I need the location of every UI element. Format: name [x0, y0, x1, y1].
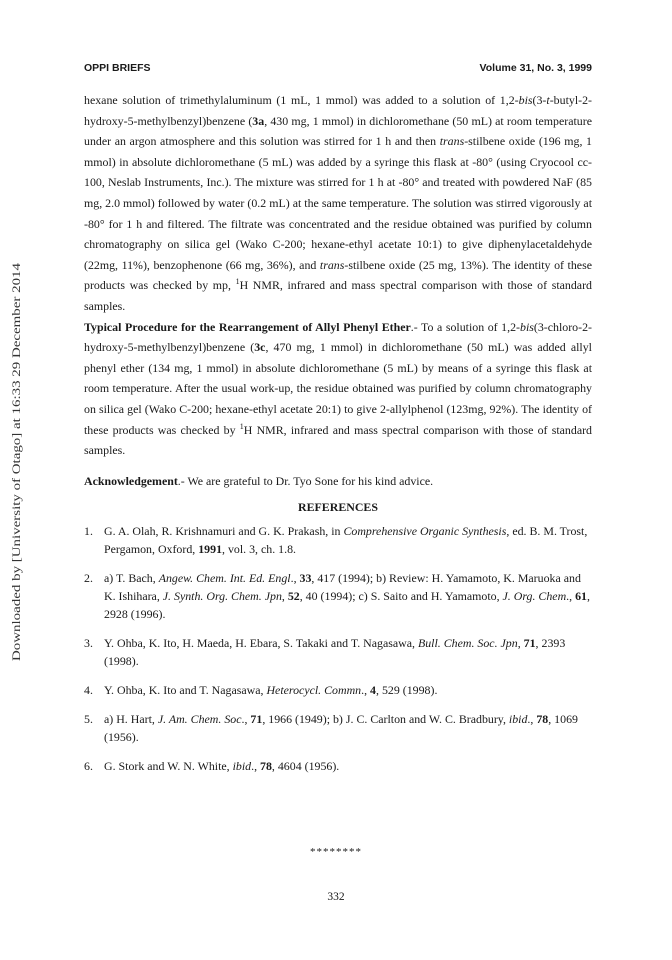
article-body — [84, 90, 592, 786]
acknowledgement-heading: Acknowledgement — [84, 473, 178, 488]
download-watermark — [3, 258, 29, 664]
journal-section-label: OPPI BRIEFS — [84, 62, 151, 74]
page-number: 332 — [327, 891, 345, 903]
experimental-paragraph: hexane solution of trimethylaluminum (1 mL, 1 mmol) was added to a solution of 1,2-bis(3-t-butyl-2-hydroxy-5-methylbenzyl)benzene (3a, 430 mg, 1 mmol) in dichloromethane (50 mL) at room temperature under an argon atmosphere and this solution was stirred for 1 h and then trans-stilbene oxide (196 mg, 1 mmol) in absolute dichloromethane (5 mL) was added by a syringe this flask at -80° (using Cryocool cc-100, Neslab Instruments, Inc.). The mixture was stirred for 1 h at -80° and treated with powdered NaF (85 mg, 2.0 mmol) followed by water (0.2 mL) at the same temperature. The solution was stirred vigorously at -80° for 1 h and filtered. The filtrate was concentrated and the residue obtained was purified by column chromatography on silica gel (Wako C-200; hexane-ethyl acetate 10:1) to give diphenylacetaldehyde (22mg, 11%), benzophenone (66 mg, 36%), and trans-stilbene oxide (25 mg, 13%). The identity of these products was checked by mp, $^1$H NMR, infrared and mass spectral comparison with those of standard samples. — [84, 93, 592, 313]
download-watermark-text: Downloaded by [University of Otago] at 16:33 29 December 2014 — [10, 352, 23, 661]
acknowledgement: Acknowledgement.- We are grateful to Dr. Tyo Sone for his kind advice. — [84, 473, 434, 488]
reference-list — [84, 522, 592, 775]
reference-item: 6. G. Stork and W. N. White, ibid., 78, 4604 (1956). — [84, 758, 340, 773]
end-of-article-marks: ******** — [310, 846, 362, 858]
reference-item: 2. a) T. Bach, Angew. Chem. Int. Ed. Engl., 33, 417 (1994); b) Review: H. Yamamoto, K. Maruoka and K. Ishihara, J. Synth. Org. Chem. Jpn, 52, 40 (1994); c) S. Saito and H. Yamamoto, J. Org. Chem., 61, 2928 (1996). — [84, 570, 590, 621]
reference-item: 1. G. A. Olah, R. Krishnamuri and G. K. Prakash, in Comprehensive Organic Synthesis, ed. B. M. Trost, Pergamon, Oxford, 1991, vol. 3, ch. 1.8. — [84, 523, 588, 556]
running-header — [84, 62, 592, 74]
volume-info: Volume 31, No. 3, 1999 — [479, 62, 592, 74]
procedure-heading: Typical Procedure for the Rearrangement of Allyl Phenyl Ether — [84, 319, 411, 334]
procedure-paragraph: Typical Procedure for the Rearrangement of Allyl Phenyl Ether.- To a solution of 1,2-bis(3-chloro-2-hydroxy-5-methylbenzyl)benzene (3c, 470 mg, 1 mmol) in dichloromethane (50 mL) was added allyl phenyl ether (134 mg, 1 mmol) in absolute dichloromethane (5 mL) by means of a syringe this flask at room temperature. After the usual work-up, the residue obtained was purified by column chromatography on silica gel (Wako C-200; hexane-ethyl acetate 20:1) to give 2-allylphenol (123mg, 92%). The identity of these products was checked by $^1$H NMR, infrared and mass spectral comparison with those of standard samples. — [84, 319, 592, 458]
references-heading: REFERENCES — [298, 500, 378, 515]
reference-item: 3. Y. Ohba, K. Ito, H. Maeda, H. Ebara, S. Takaki and T. Nagasawa, Bull. Chem. Soc. Jpn, 71, 2393 (1998). — [84, 635, 566, 668]
reference-item: 5. a) H. Hart, J. Am. Chem. Soc., 71, 1966 (1949); b) J. C. Carlton and W. C. Bradbury, ibid., 78, 1069 (1956). — [84, 711, 578, 744]
reference-item: 4. Y. Ohba, K. Ito and T. Nagasawa, Heterocycl. Commn., 4, 529 (1998). — [84, 682, 438, 697]
